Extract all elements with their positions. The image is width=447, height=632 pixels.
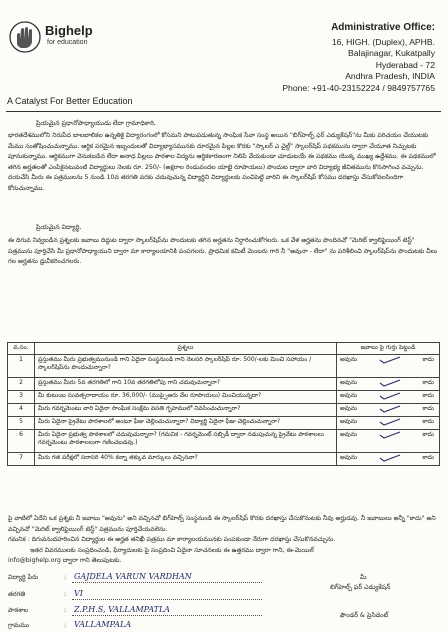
address-line: Balajinagar, Kukatpally xyxy=(348,48,435,59)
signature-line-2: బిగ్‌హెల్ప్ ఫర్ ఎడ్యుకేషన్ xyxy=(330,584,391,591)
class-row xyxy=(8,589,83,600)
eligibility-questions-table xyxy=(7,342,440,466)
answer-yes[interactable]: అవును xyxy=(340,356,358,363)
notice-note: గమనిక : దిగువనుదహరించిన విద్యార్థుల ఈ అర్హత తనిఖీ పత్రము మా కార్యాలయమునకు పంపకుండా నేరుగా దరఖాస్తు చేసుకొనవచ్చును. xyxy=(8,536,336,543)
bighelp-logo xyxy=(7,20,117,60)
table-row xyxy=(8,391,440,404)
question-text: మీరు గత పరీక్షలో సరాసరి 40% కన్నా తక్కువ మార్కులు వచ్చినవా? xyxy=(35,453,337,466)
question-number: 3 xyxy=(8,391,35,404)
answer-yes[interactable]: అవును xyxy=(340,379,358,386)
tick-mark-icon xyxy=(379,418,401,426)
answer-options xyxy=(340,392,436,400)
answer-yes[interactable]: అవును xyxy=(340,405,358,412)
eligibility-note: పై వాటిలో ఏదేని ఒక ప్రశ్నకు నీ జవాబు "అవును" అని వచ్చినచో బిగ్‌హెల్ప్ సంస్థనుండి ఈ స్కాలర్‌షిప్ కొరకు దరఖాస్తు చేసుకొనుటకు నీవు అర్హుడవు. నీ జవాబులు అన్నీ "కాదు" అని వచ్చినచో "మెరిట్ క్వాలిఫైయింగ్ టెస్ట్" పత్రమును పూర్తిచేయవలెను. xyxy=(8,515,436,533)
answer-cell[interactable] xyxy=(337,355,440,378)
table-row xyxy=(8,404,440,417)
question-number: 5 xyxy=(8,417,35,430)
answer-cell[interactable] xyxy=(337,378,440,391)
signature-line-3: ఫౌండర్ & ప్రెసిడెంట్ xyxy=(340,612,389,619)
tick-mark-icon xyxy=(379,454,401,462)
class-value: VI xyxy=(74,589,83,598)
colon: : xyxy=(64,622,67,629)
answer-cell[interactable] xyxy=(337,430,440,453)
school-label: పాఠశాల xyxy=(8,607,29,614)
school-line xyxy=(72,615,262,616)
answer-no[interactable]: కాదు xyxy=(422,431,434,438)
tick-mark-icon xyxy=(379,431,401,439)
answer-yes[interactable]: అవును xyxy=(340,392,358,399)
logo-name: Bighelp xyxy=(45,23,93,38)
table-row xyxy=(8,430,440,453)
question-text: మీరు ఏదైనా ప్రైవేటు పాఠశాలలో అంటూ ఫీజు చెల్లించుచున్నారా? విద్యార్థి ఏదైనా ఫీజు చెల్లించుచున్నారా? xyxy=(35,417,337,430)
email-note: info@bighelp.org ద్వారా గాని తెలుపుటకు. xyxy=(8,557,122,564)
address-line: 16, HIGH. (Duplex), APHB. xyxy=(331,36,435,47)
phone-number: Phone: +91-40-23152224 / 9849757765 xyxy=(282,82,435,93)
answer-options xyxy=(340,356,436,364)
question-number: 1 xyxy=(8,355,35,378)
answer-options xyxy=(340,454,436,462)
village-value: VALLAMPALA xyxy=(74,620,132,629)
answer-cell[interactable] xyxy=(337,391,440,404)
table-row xyxy=(8,453,440,466)
office-address xyxy=(282,22,435,95)
header-divider xyxy=(6,111,441,112)
tick-mark-icon xyxy=(379,379,401,387)
office-title: Administrative Office: xyxy=(331,22,435,33)
answer-yes[interactable]: అవును xyxy=(340,454,358,461)
question-text: ప్రస్తుతము మీరు ప్రభుత్వమునుండి గాని ఏదైనా సంస్థనుండి గాని నెలసరి స్కాలర్‌షిప్ రూ. 500/-లకు మించి సహాయం / స్కాలర్‌షిప్‌ను పొందుచున్నారా? xyxy=(35,355,337,378)
answer-cell[interactable] xyxy=(337,417,440,430)
school-row xyxy=(8,605,171,616)
question-text: ప్రస్తుతము మీరు 5వ తరగతిలో గాని 10వ తరగతిలోపు గాని చదువుచున్నారా? xyxy=(35,378,337,391)
signature-line-1: మీ xyxy=(360,574,367,581)
tick-mark-icon xyxy=(379,356,401,364)
tick-mark-icon xyxy=(379,392,401,400)
student-name-value: GAJDELA VARUN VARDHAN xyxy=(74,572,192,581)
question-number: 7 xyxy=(8,453,35,466)
question-text: మీరు గవర్నమెంటు వారి ఏదైనా సాంఘిక సంక్షేమ వసతి గృహములో నివసించుచున్నారా? xyxy=(35,404,337,417)
table-row xyxy=(8,378,440,391)
table-row xyxy=(8,355,440,378)
school-value: Z.P.H.S, VALLAMPATLA xyxy=(74,605,171,614)
answer-no[interactable]: కాదు xyxy=(422,405,434,412)
answer-options xyxy=(340,379,436,387)
answer-options xyxy=(340,418,436,426)
contact-note: ఇతర వివరములకు సంప్రదించండి, ఫిర్యాదులకు పై సంప్రదించి ఏదైనా సూచనలకు ఈ ఉత్తరము ద్వారా గాని, ఈ-మెయిల్ xyxy=(30,547,314,554)
student-name-label: విద్యార్థి పేరు xyxy=(8,574,39,581)
answer-no[interactable]: కాదు xyxy=(422,392,434,399)
student-name-line xyxy=(72,582,262,583)
answer-options xyxy=(340,431,436,439)
col-header-answer: జవాబు పై గుర్తు పెట్టండి xyxy=(337,343,440,355)
questions-body xyxy=(8,355,440,466)
class-label: తరగతి xyxy=(8,591,26,598)
question-number: 2 xyxy=(8,378,35,391)
table-header-row xyxy=(8,343,440,355)
tick-mark-icon xyxy=(379,405,401,413)
logo-subtitle: for education xyxy=(47,39,88,46)
colon: : xyxy=(64,591,67,598)
colon: : xyxy=(64,574,67,581)
intro-paragraph: భారతదేశములోని నిరుపేద బాలబాలికల ఉన్నతికై విద్యారంగంలో కోసమని పాటుపడుతున్న సాంఘిక సేవా సంస్థ అయిన "బిగ్‌హెల్ప్ ఫర్ ఎడ్యుకేషన్"ను మీకు పరిచయం చేయుటకు మేము సంతోషించుచున్నాము. ఆర్థిక పరమైన ఇబ్బందులతో విద్యాభ్యాసమునకు దూరమైన పిల్లల కొరకు "స్కాలర్ ఎ చైల్డ్" స్కాలర్‌షిప్ పథకమును ద్వారా చేయూత నిచ్చుటకు పూనుకున్నాము. ఆర్థికముగా వెనుకబడిన లేదా అనాధ పిల్లలు పాఠశాల విద్యను ఆర్థికకారణంగా నిలిపి వేయకుండా చూడుటయే ఈ పథకము యొక్క ముఖ్య ఉద్దేశము. ఈ పథకములో తగిన అర్హతలతో ఎంపికైనటువంటి విద్యార్థులు నెలకు రూ. 250/- (అక్షరాల రెండువందల యాభై రూపాయలు) పొందుట ద్వారా వారి విద్యాభ్య జీవితమును కొనసాగించ వచ్చును. దయచేసి మీరు ఈ పత్రములను 5 నుండి 10వ తరగతి వరకు చదువుచున్న విద్యార్థిని విద్యార్థులకు పంచిపెట్టి వారిని ఈ స్కాలర్‌షిప్ కోసము దరఖాస్తు చేసుకోవలసిందిగా కోరుచున్నాము. xyxy=(8,132,436,192)
instruction-paragraph: ఈ దిగువ నివ్వబడిన ప్రశ్నలకు జవాబు దిద్దుట ద్వారా స్కాలర్‌షిప్‌ను పొందుటకు తగిన అర్హతను నిర్ధారించుకోగలరు. ఒక వేళ అర్హతను పొందినచో "మెరిట్ క్వాలిఫైయింగ్ టెస్ట్" పత్రమును పూర్తిచేసి మీ ప్రధానోపాధ్యాయుని ద్వారా మా కార్యాలయానికి పంపగలరు. ప్రాధమిక కమిటీ మెంబరు గారి నీ "అవునా - లేదా" ను పరిశీలించి స్కాలర్‌షిప్‌ను పొందుటకు వీలు గల అర్హతను ధ్రువీకరించగలరు. xyxy=(8,237,438,265)
student-name-row xyxy=(8,572,192,583)
address-line: Hyderabad - 72 xyxy=(375,59,435,70)
answer-cell[interactable] xyxy=(337,404,440,417)
answer-no[interactable]: కాదు xyxy=(422,454,434,461)
answer-yes[interactable]: అవును xyxy=(340,418,358,425)
col-header-questions: ప్రశ్నలు xyxy=(35,343,337,355)
answer-options xyxy=(340,405,436,413)
greeting-students: ప్రియమైన విద్యార్థి, xyxy=(36,224,82,231)
village-row xyxy=(8,620,132,631)
question-text: మీ కుటుంబ సంవత్సరాదాయం రూ. 36,000/- (ముప్పైఆరు వేల రూపాయలు) మించియున్నదా? xyxy=(35,391,337,404)
colon: : xyxy=(64,607,67,614)
question-text: మీరు ఏదైనా ప్రభుత్వ పాఠశాలలో చదువుచున్నారా? (గమనిక - గవర్నమెంట్ సబ్సిడీ ద్వారా నడుపుచున్న ప్రైవేటు పాఠశాలలు గవర్నమెంటు పాఠశాలలుగా గణించబడవు.) xyxy=(35,430,337,453)
answer-yes[interactable]: అవును xyxy=(340,431,358,438)
answer-no[interactable]: కాదు xyxy=(422,356,434,363)
answer-no[interactable]: కాదు xyxy=(422,418,434,425)
tagline: A Catalyst For Better Education xyxy=(7,96,133,106)
col-header-number: వ.సం. xyxy=(8,343,35,355)
class-line xyxy=(72,599,262,600)
greeting-teachers: ప్రియమైన ప్రధానోపాధ్యాయుడు లేదా గ్రామాధికారి, xyxy=(36,120,156,127)
table-row xyxy=(8,417,440,430)
logo-hand-icon xyxy=(7,20,43,54)
question-number: 6 xyxy=(8,430,35,453)
village-label: గ్రామము xyxy=(8,622,30,629)
answer-no[interactable]: కాదు xyxy=(422,379,434,386)
address-line: Andhra Pradesh, INDIA xyxy=(345,71,435,82)
question-number: 4 xyxy=(8,404,35,417)
answer-cell[interactable] xyxy=(337,453,440,466)
